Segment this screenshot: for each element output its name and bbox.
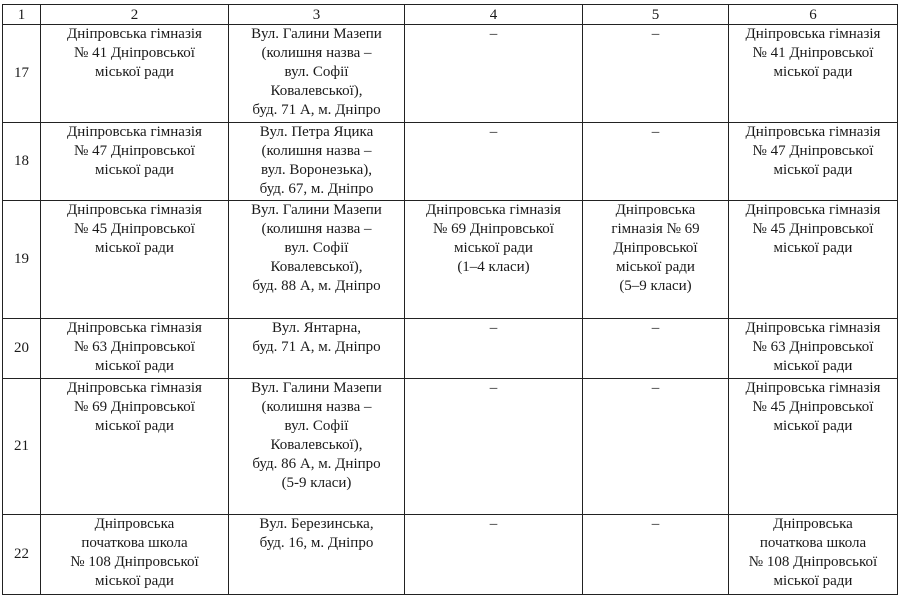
cell-line: Дніпровська гімназія	[67, 124, 202, 140]
cell-col4	[405, 319, 583, 379]
dash-mark: –	[489, 380, 498, 396]
cell-line: Дніпровська	[615, 202, 696, 218]
cell-line: буд. 16, м. Дніпро	[259, 535, 374, 551]
cell-line: Дніпровська	[773, 516, 853, 532]
cell-col6	[729, 379, 898, 515]
cell-line: Ковалевської),	[270, 83, 363, 99]
cell-line: міської ради	[773, 64, 853, 80]
cell-line: Вул. Галини Мазепи	[251, 202, 382, 218]
cell-line: буд. 71 А, м. Дніпро	[252, 339, 381, 355]
header-col-1: 1	[3, 5, 41, 25]
cell-line: міської ради	[95, 573, 174, 589]
dash-mark: –	[651, 516, 660, 532]
cell-line: міської ради	[95, 240, 174, 256]
cell-line: Дніпровська гімназія	[745, 380, 881, 396]
cell-line: Ковалевської),	[270, 437, 363, 453]
cell-line: № 108 Дніпровської	[70, 554, 199, 570]
row-number: 21	[3, 379, 41, 515]
cell-line: буд. 88 А, м. Дніпро	[252, 278, 381, 294]
table-row	[3, 319, 898, 379]
cell-line: Вул. Березинська,	[259, 516, 374, 532]
cell-institution	[41, 319, 229, 379]
cell-line: Вул. Петра Яцика	[259, 124, 374, 140]
header-col-5: 5	[583, 5, 729, 25]
cell-line: Вул. Галини Мазепи	[251, 380, 382, 396]
cell-col6	[729, 201, 898, 319]
cell-col6	[729, 25, 898, 123]
cell-institution	[41, 379, 229, 515]
cell-address	[229, 379, 405, 515]
row-number: 18	[3, 123, 41, 201]
cell-line: (колишня назва –	[261, 221, 372, 237]
cell-institution	[41, 515, 229, 595]
cell-line: Вул. Янтарна,	[272, 320, 361, 336]
table-row	[3, 515, 898, 595]
cell-line: вул. Софії	[284, 64, 349, 80]
cell-line: Дніпровська гімназія	[67, 320, 202, 336]
row-number: 17	[3, 25, 41, 123]
schools-table	[2, 4, 898, 595]
cell-line: вул. Софії	[284, 418, 349, 434]
cell-line: (5-9 класи)	[281, 475, 352, 491]
cell-col6	[729, 515, 898, 595]
cell-line: № 41 Дніпровської	[752, 45, 874, 61]
cell-line: Дніпровська гімназія	[745, 26, 881, 42]
cell-line: Дніпровська гімназія	[67, 202, 202, 218]
cell-line: Ковалевської),	[270, 259, 363, 275]
cell-address	[229, 25, 405, 123]
cell-line: міської ради	[773, 162, 853, 178]
cell-line: Вул. Галини Мазепи	[251, 26, 382, 42]
cell-col4	[405, 25, 583, 123]
cell-line: Дніпровська гімназія	[426, 202, 561, 218]
cell-institution	[41, 201, 229, 319]
header-row	[3, 5, 898, 25]
cell-line: (5–9 класи)	[619, 278, 692, 294]
cell-line: міської ради	[773, 573, 853, 589]
cell-line: міської ради	[616, 259, 695, 275]
row-number: 19	[3, 201, 41, 319]
cell-institution	[41, 123, 229, 201]
cell-col4	[405, 379, 583, 515]
cell-line: Дніпровська гімназія	[745, 320, 881, 336]
dash-mark: –	[651, 124, 660, 140]
cell-line: № 69 Дніпровської	[74, 399, 195, 415]
cell-line: № 63 Дніпровської	[752, 339, 874, 355]
cell-col5	[583, 25, 729, 123]
cell-line: № 45 Дніпровської	[74, 221, 195, 237]
cell-line: № 41 Дніпровської	[74, 45, 195, 61]
table-row	[3, 25, 898, 123]
cell-line: міської ради	[95, 64, 174, 80]
table-row	[3, 379, 898, 515]
cell-line: гімназія № 69	[611, 221, 700, 237]
cell-col4	[405, 201, 583, 319]
cell-col5	[583, 379, 729, 515]
cell-line: міської ради	[773, 358, 853, 374]
cell-line: Дніпровська гімназія	[67, 26, 202, 42]
cell-line: міської ради	[95, 162, 174, 178]
cell-col4	[405, 515, 583, 595]
dash-mark: –	[651, 320, 660, 336]
cell-line: буд. 71 А, м. Дніпро	[252, 102, 381, 118]
cell-line: № 45 Дніпровської	[752, 399, 874, 415]
cell-address	[229, 515, 405, 595]
row-number: 22	[3, 515, 41, 595]
cell-address	[229, 123, 405, 201]
cell-col4	[405, 123, 583, 201]
header-col-3: 3	[229, 5, 405, 25]
cell-line: Дніпровської	[613, 240, 698, 256]
cell-address	[229, 319, 405, 379]
header-col-2: 2	[41, 5, 229, 25]
cell-line: міської ради	[454, 240, 533, 256]
cell-line: вул. Софії	[284, 240, 349, 256]
dash-mark: –	[489, 124, 498, 140]
cell-line: міської ради	[773, 240, 853, 256]
dash-mark: –	[651, 26, 660, 42]
cell-line: № 45 Дніпровської	[752, 221, 874, 237]
table-row	[3, 123, 898, 201]
cell-col5	[583, 201, 729, 319]
cell-col5	[583, 123, 729, 201]
header-col-6: 6	[729, 5, 898, 25]
table-body	[3, 5, 898, 595]
cell-line: буд. 67, м. Дніпро	[259, 181, 374, 197]
cell-line: № 63 Дніпровської	[74, 339, 195, 355]
header-col-4: 4	[405, 5, 583, 25]
cell-line: № 47 Дніпровської	[74, 143, 195, 159]
cell-col5	[583, 319, 729, 379]
cell-line: міської ради	[95, 358, 174, 374]
dash-mark: –	[489, 320, 498, 336]
cell-line: міської ради	[773, 418, 853, 434]
cell-line: (колишня назва –	[261, 45, 372, 61]
dash-mark: –	[651, 380, 660, 396]
cell-line: № 108 Дніпровської	[748, 554, 878, 570]
cell-address	[229, 201, 405, 319]
cell-col6	[729, 123, 898, 201]
table-row	[3, 201, 898, 319]
cell-line: Дніпровська	[94, 516, 175, 532]
row-number: 20	[3, 319, 41, 379]
cell-institution	[41, 25, 229, 123]
cell-line: початкова школа	[759, 535, 867, 551]
dash-mark: –	[489, 516, 498, 532]
cell-col6	[729, 319, 898, 379]
cell-line: вул. Воронезька),	[261, 162, 372, 178]
cell-line: (колишня назва –	[261, 399, 372, 415]
cell-line: буд. 86 А, м. Дніпро	[252, 456, 381, 472]
cell-line: (колишня назва –	[261, 143, 372, 159]
cell-line: (1–4 класи)	[457, 259, 530, 275]
cell-col5	[583, 515, 729, 595]
cell-line: № 47 Дніпровської	[752, 143, 874, 159]
cell-line: Дніпровська гімназія	[745, 202, 881, 218]
cell-line: № 69 Дніпровської	[433, 221, 554, 237]
cell-line: початкова школа	[81, 535, 188, 551]
cell-line: Дніпровська гімназія	[745, 124, 881, 140]
cell-line: Дніпровська гімназія	[67, 380, 202, 396]
cell-line: міської ради	[95, 418, 174, 434]
dash-mark: –	[489, 26, 498, 42]
